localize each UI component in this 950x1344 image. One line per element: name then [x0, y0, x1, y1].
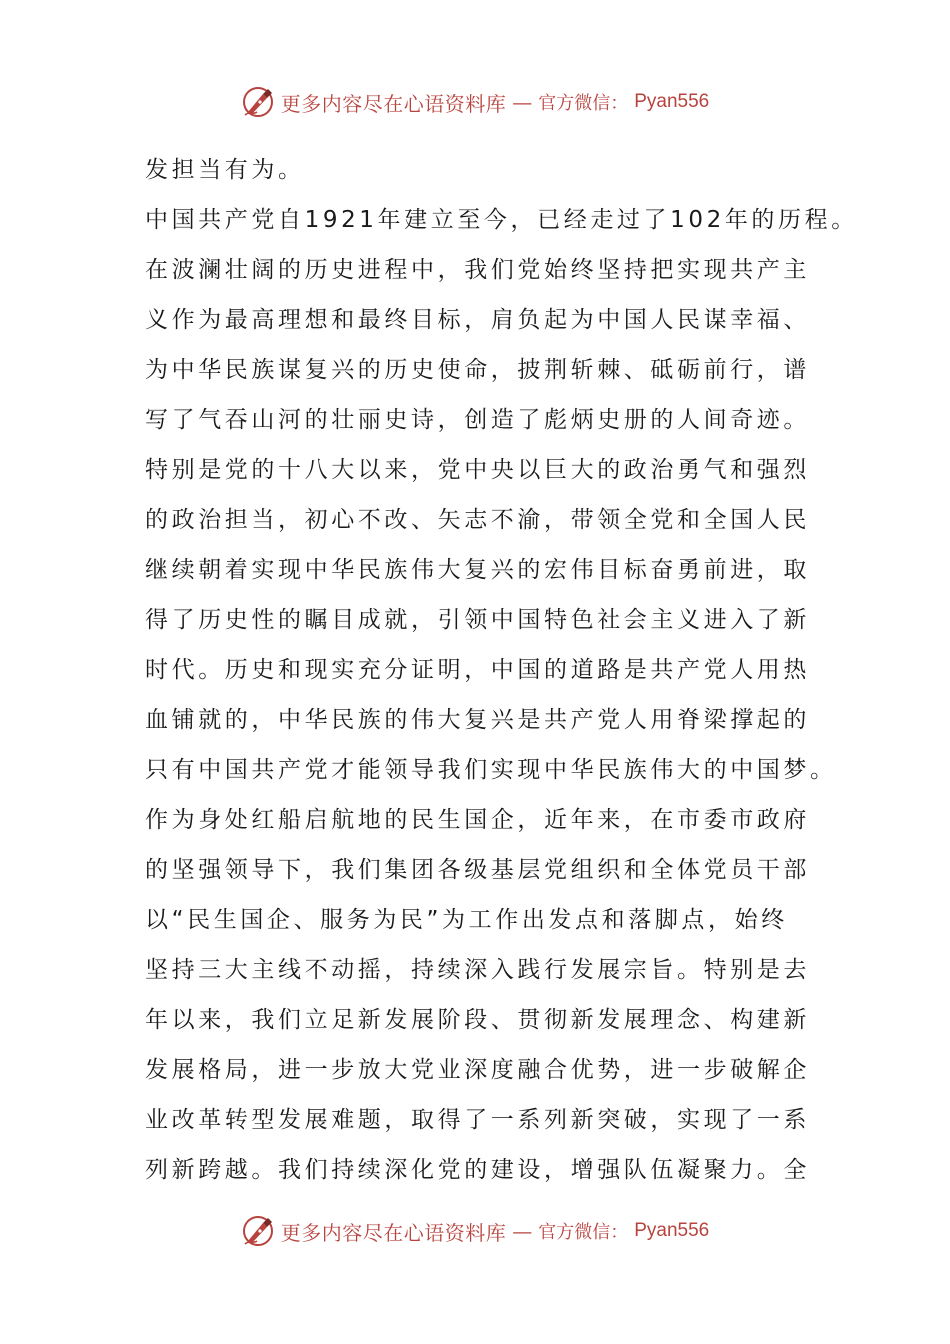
body-line: 特别是党的十八大以来，党中央以巨大的政治勇气和强烈 [145, 457, 810, 483]
banner-main-text: 更多内容尽在心语资料库 [280, 1220, 507, 1245]
banner-dash: — [512, 90, 533, 114]
body-line: 得了历史性的瞩目成就，引领中国特色社会主义进入了新 [145, 607, 810, 633]
banner-wechat-id: Pyan556 [634, 91, 710, 112]
banner-wechat-id: Pyan556 [634, 1220, 710, 1241]
banner-dash: — [512, 1219, 533, 1243]
body-line: 列新跨越。我们持续深化党的建设，增强队伍凝聚力。全 [145, 1157, 810, 1183]
body-line: 的坚强领导下，我们集团各级基层党组织和全体党员干部 [145, 857, 810, 883]
body-line: 坚持三大主线不动摇，持续深入践行发展宗旨。特别是去 [145, 957, 810, 983]
footer-banner [0, 1211, 950, 1251]
body-line: 继续朝着实现中华民族伟大复兴的宏伟目标奋勇前进，取 [145, 557, 810, 583]
pen-nib-logo-icon [241, 1214, 275, 1248]
body-line: 为中华民族谋复兴的历史使命，披荆斩棘、砥砺前行，谱 [145, 357, 810, 383]
body-line: 业改革转型发展难题，取得了一系列新突破，实现了一系 [145, 1107, 810, 1133]
body-line: 血铺就的，中华民族的伟大复兴是共产党人用脊梁撑起的 [145, 707, 810, 733]
document-body [145, 145, 858, 1195]
body-line: 中国共产党自1921年建立至今，已经走过了102年的历程。 [145, 207, 858, 233]
header-banner-inner [241, 85, 710, 119]
banner-wechat-label: 官方微信： [538, 93, 629, 114]
body-line: 发展格局，进一步放大党业深度融合优势，进一步破解企 [145, 1057, 810, 1083]
body-line: 在波澜壮阔的历史进程中，我们党始终坚持把实现共产主 [145, 257, 810, 283]
body-line: 作为身处红船启航地的民生国企，近年来，在市委市政府 [145, 807, 810, 833]
body-line: 的政治担当，初心不改、矢志不渝，带领全党和全国人民 [145, 507, 810, 533]
banner-wechat-label: 官方微信： [538, 1222, 629, 1243]
body-line: 只有中国共产党才能领导我们实现中华民族伟大的中国梦。 [145, 757, 837, 783]
body-line: 年以来，我们立足新发展阶段、贯彻新发展理念、构建新 [145, 1007, 810, 1033]
body-line: 时代。历史和现实充分证明，中国的道路是共产党人用热 [145, 657, 810, 683]
body-line: 发担当有为。 [145, 157, 305, 183]
banner-main-text: 更多内容尽在心语资料库 [280, 91, 507, 116]
footer-banner-inner [241, 1214, 710, 1248]
body-line: 以“民生国企、服务为民”为工作出发点和落脚点，始终 [145, 907, 788, 933]
body-line: 义作为最高理想和最终目标，肩负起为中国人民谋幸福、 [145, 307, 810, 333]
body-line: 写了气吞山河的壮丽史诗，创造了彪炳史册的人间奇迹。 [145, 407, 810, 433]
pen-nib-logo-icon [241, 85, 275, 119]
header-banner [0, 82, 950, 122]
